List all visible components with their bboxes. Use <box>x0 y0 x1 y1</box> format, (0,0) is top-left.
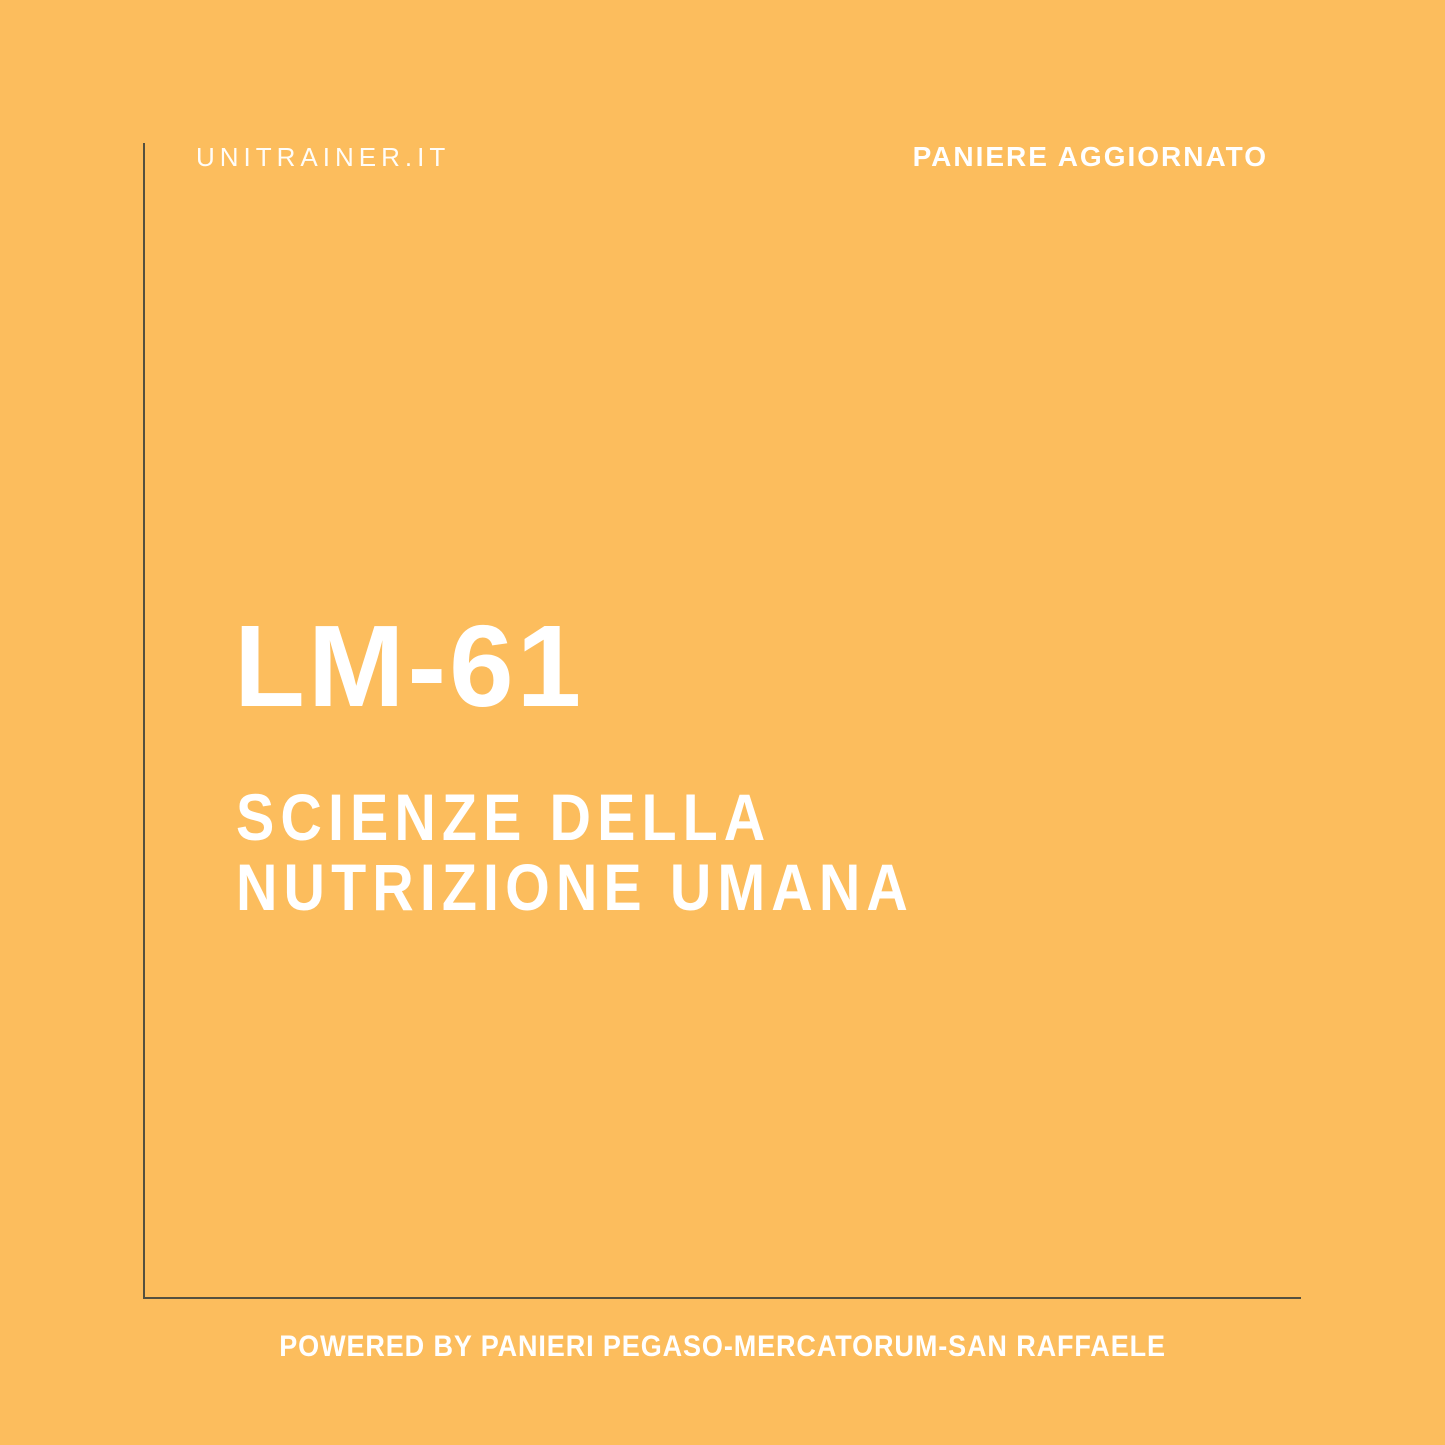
footer-text: POWERED BY PANIERI PEGASO-MERCATORUM-SAN RAFFAELE <box>279 1330 1166 1363</box>
brand-text: UNITRAINER.IT <box>196 142 451 172</box>
frame-bottom-line <box>143 1297 1301 1299</box>
degree-title-line1: SCIENZE DELLA <box>236 780 772 854</box>
badge-text: PANIERE AGGIORNATO <box>912 141 1268 172</box>
footer <box>0 1330 1445 1364</box>
frame-left-line <box>143 143 145 1299</box>
degree-title <box>236 782 914 922</box>
degree-code-title: LM-61 <box>234 601 585 731</box>
degree-title-line2: NUTRIZIONE UMANA <box>236 850 914 924</box>
